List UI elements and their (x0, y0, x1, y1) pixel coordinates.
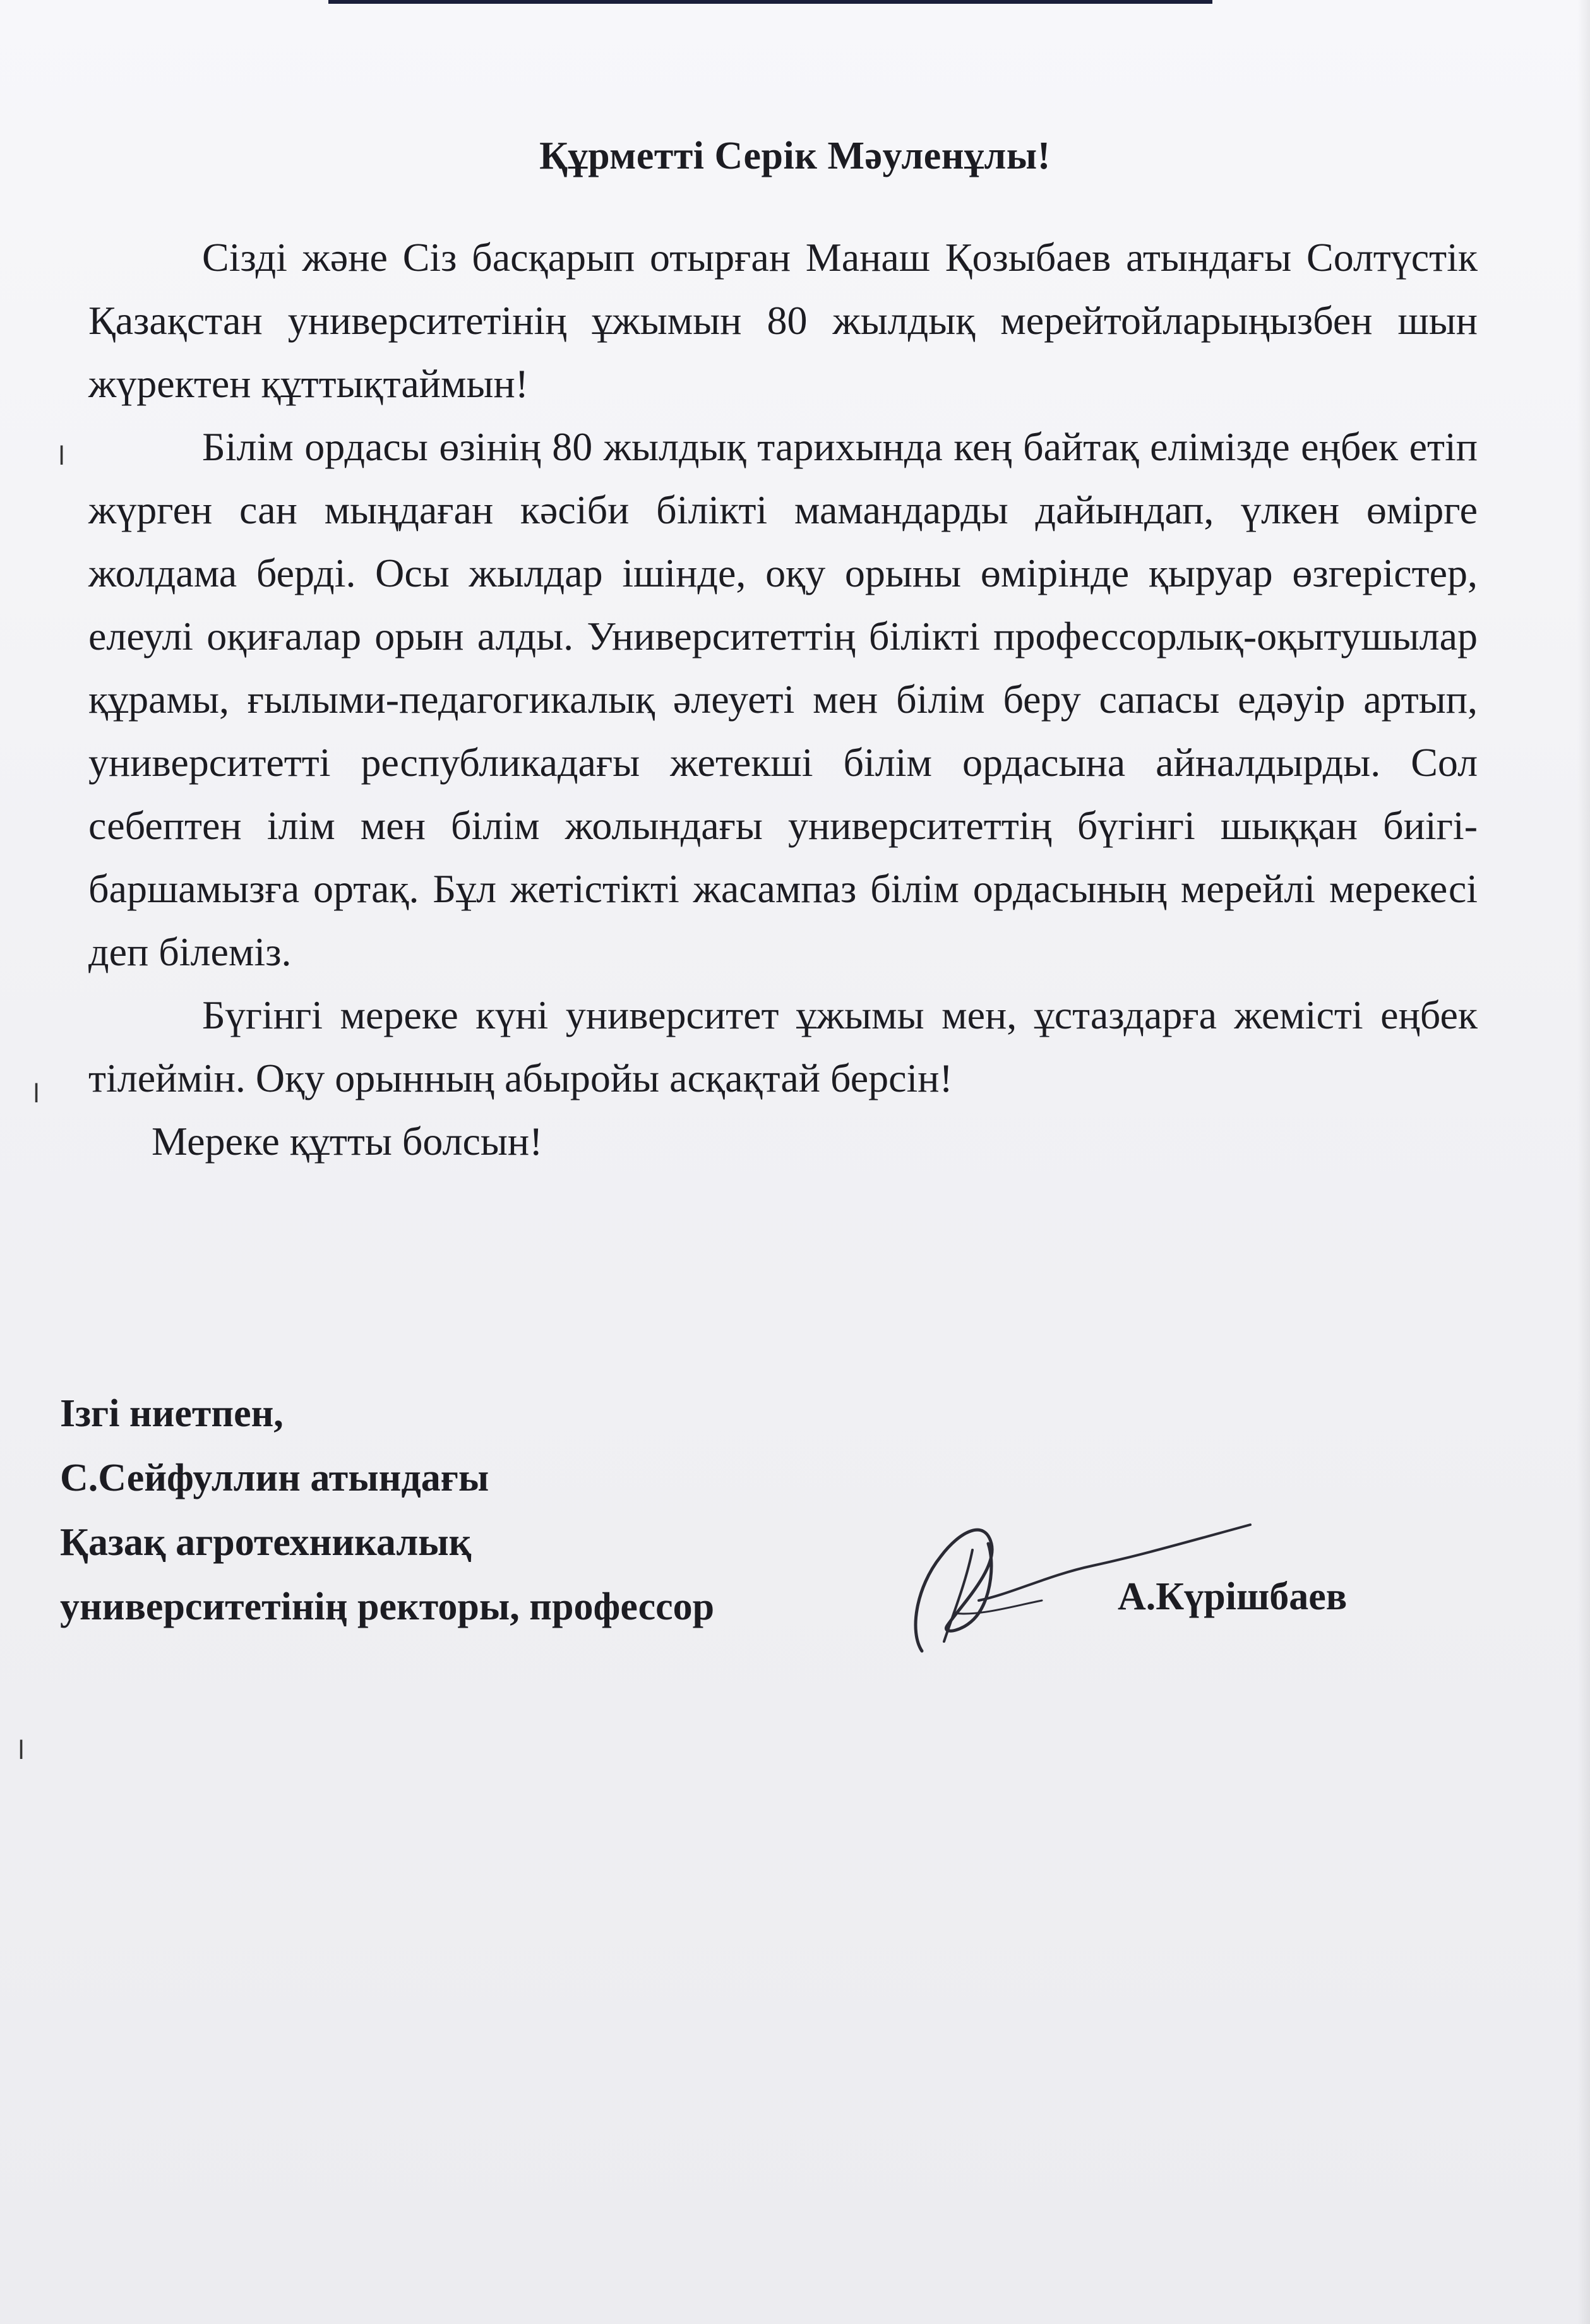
paragraph-celebration: Мереке құтты болсын! (152, 1119, 543, 1164)
signer-name: А.Күрішбаев (1118, 1575, 1348, 1618)
letter-greeting: Құрметті Серік Мәуленұлы! (539, 134, 1051, 177)
paragraph-wishes: Бүгінгі мереке күні университет ұжымы мен, ұстаздарға жемісті еңбек тілеймін. Оқу орынның абыройы асқақтай берсін! (88, 992, 1478, 1100)
closing-line-institution-1: С.Сейфуллин атындағы (60, 1457, 489, 1499)
margin-tick-mark: ⅼ (18, 1736, 25, 1765)
closing-line-institution-2: Қазақ агротехникалық (60, 1521, 472, 1564)
margin-tick-mark: ⅼ (58, 442, 66, 471)
signature-block (60, 1381, 714, 1639)
margin-tick-mark: ⅼ (33, 1080, 40, 1109)
paragraph-congratulation: Сізді және Сіз басқарып отырған Манаш Қозыбаев атындағы Солтүстік Қазақстан университетінің ұжымын 80 жылдық мерейтойларыңызбен шын жүректен құттықтаймын! (88, 235, 1478, 406)
page-shadow (1577, 0, 1590, 2324)
page-top-edge (328, 0, 1212, 4)
paragraph-history: Білім ордасы өзінің 80 жылдық тарихында кең байтақ елімізде еңбек етіп жүрген сан мыңдаған кәсіби білікті мамандарды дайындап, үлкен өмірге жолдама берді. Осы жылдар ішінде, оқу орыны өмірінде қыруар өзгерістер, елеулі оқиғалар орын алды. Университеттің білікті профессорлық-оқытушылар құрамы, ғылыми-педагогикалық әлеуеті мен білім беру сапасы едәуір артып, университетті республикадағы жетекші білім ордасына айналдырды. Сол себептен ілім мен білім жолындағы университеттің бүгінгі шыққан биігі-баршамызға ортақ. Бұл жетістікті жасампаз білім ордасының мерейлі мерекесі деп білеміз. (88, 424, 1478, 974)
closing-line-regards: Ізгі ниетпен, (60, 1392, 284, 1435)
closing-line-position: университетінің ректоры, профессор (60, 1585, 715, 1628)
letter-body (88, 226, 1478, 1173)
